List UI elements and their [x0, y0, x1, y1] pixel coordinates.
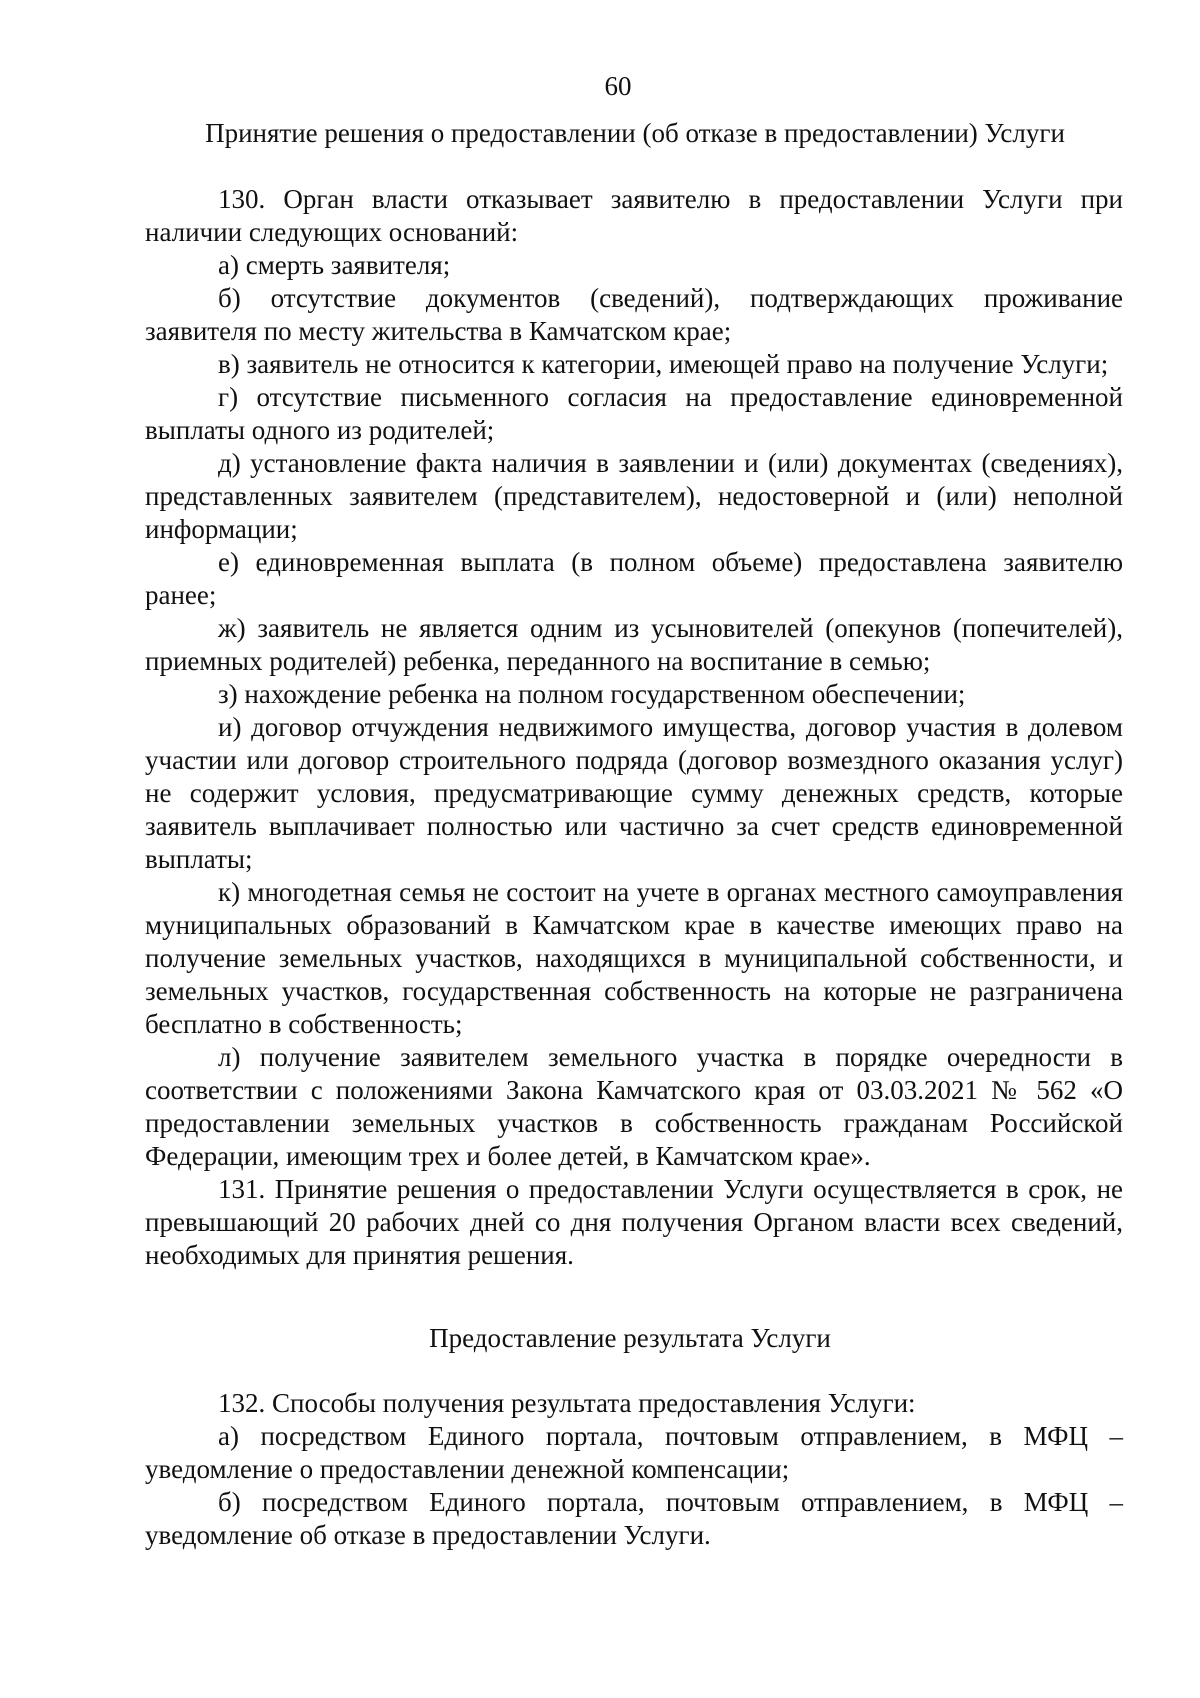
list-item-k: к) многодетная семья не состоит на учете в органах местного самоуправления муниципальных образований в Камчатском крае в качестве имеющих право на получение земельных участков, находящихся в муниципальной собственности, и земельных участков, государственная собственность на которые не разграничена бесплатно в собственность;	[145, 877, 1123, 1039]
paragraph-131: 131. Принятие решения о предоставлении Услуги осуществляется в срок, не превышающий 20 рабочих дней со дня получения Органом власти всех сведений, необходимых для принятия решения.	[145, 1174, 1123, 1270]
result-item-b: б) посредством Единого портала, почтовым отправлением, в МФЦ – уведомление об отказе в предоставлении Услуги.	[145, 1487, 1123, 1550]
paragraph-132-intro: 132. Способы получения результата предоставления Услуги:	[218, 1388, 916, 1418]
paragraph-130-intro: 130. Орган власти отказывает заявителю в предоставлении Услуги при наличии следующих оснований:	[145, 184, 1123, 247]
list-item-l: л) получение заявителем земельного участка в порядке очередности в соответствии с положениями Закона Камчатского края от 03.03.2021 № 562 «О предоставлении земельных участков в собственность гражданам Российской Федерации, имеющим трех и более детей, в Камчатском крае».	[145, 1042, 1123, 1171]
list-item-v: в) заявитель не относится к категории, имеющей право на получение Услуги;	[218, 349, 1109, 379]
section-heading-result: Предоставление результата Услуги	[429, 1323, 831, 1353]
page-number: 60	[604, 71, 632, 101]
list-item-b: б) отсутствие документов (сведений), подтверждающих проживание заявителя по месту жительства в Камчатском крае;	[145, 283, 1123, 346]
list-item-e: е) единовременная выплата (в полном объеме) предоставлена заявителю ранее;	[145, 547, 1123, 610]
list-item-g: г) отсутствие письменного согласия на предоставление единовременной выплаты одного из родителей;	[145, 382, 1123, 445]
result-section-body	[145, 1387, 1123, 1552]
decision-section-body	[145, 183, 1123, 1272]
result-item-a: а) посредством Единого портала, почтовым отправлением, в МФЦ – уведомление о предоставлении денежной компенсации;	[145, 1421, 1123, 1484]
list-item-d: д) установление факта наличия в заявлении и (или) документах (сведениях), представленных заявителем (представителем), недостоверной и (или) неполной информации;	[145, 448, 1123, 544]
list-item-z: з) нахождение ребенка на полном государственном обеспечении;	[218, 679, 966, 709]
list-item-i: и) договор отчуждения недвижимого имущества, договор участия в долевом участии или договор строительного подряда (договор возмездного оказания услуг) не содержит условия, предусматривающие сумму денежных средств, которые заявитель выплачивает полностью или частично за счет средств единовременной выплаты;	[145, 712, 1123, 874]
list-item-a: а) смерть заявителя;	[218, 250, 451, 280]
list-item-zh: ж) заявитель не является одним из усыновителей (опекунов (попечителей), приемных родителей) ребенка, переданного на воспитание в семью;	[145, 613, 1123, 676]
section-heading-decision: Принятие решения о предоставлении (об отказе в предоставлении) Услуги	[205, 118, 1065, 148]
